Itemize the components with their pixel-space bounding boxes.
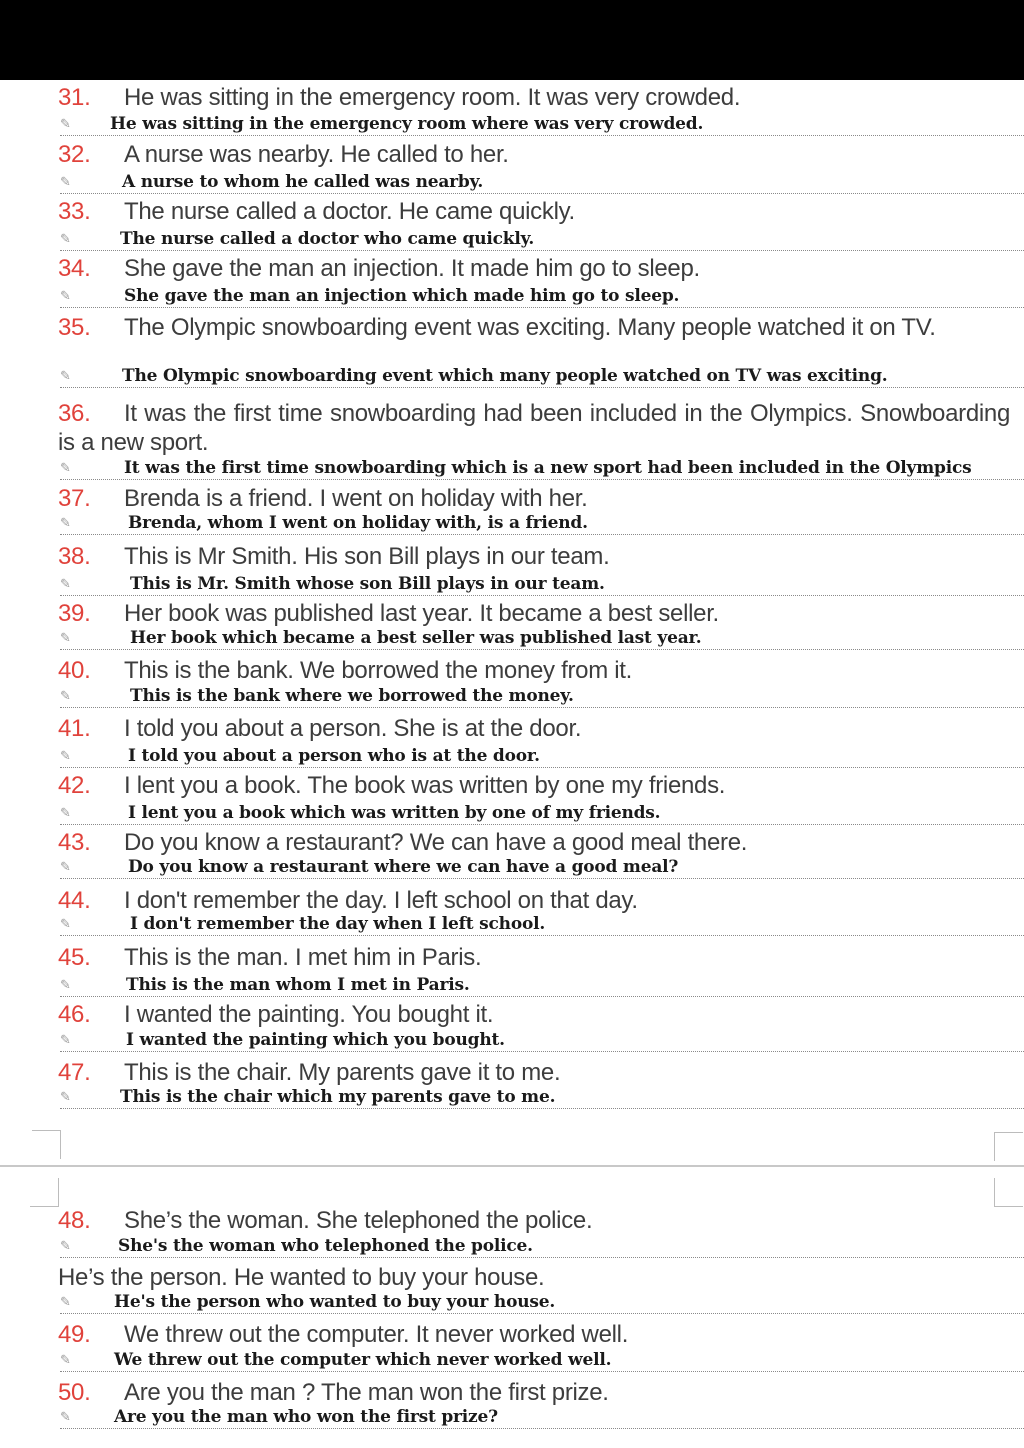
exercise-prompt [58,772,1010,800]
exercise-sentence: I wanted the painting. You bought it. [124,1001,494,1028]
exercise-sentence: The Olympic snowboarding event was exciting. Many people watched it on TV. [124,314,936,341]
crop-mark-top-right [994,1132,1023,1161]
exercise-number: 44. [58,887,91,914]
exercise-prompt [58,543,1010,571]
pen-icon: ✎ [60,289,71,304]
exercise-number: 42. [58,772,91,799]
page-divider [0,1165,1024,1167]
answer-line [58,113,1024,137]
exercise-sentence: This is the chair. My parents gave it to me. [124,1059,561,1086]
answer-line [58,913,1024,937]
exercise-sentence: I told you about a person. She is at the door. [124,715,582,742]
exercise-prompt [58,141,1010,169]
answer-line [58,228,1024,252]
exercise-prompt [58,657,1010,685]
exercise-sentence: It was the first time snowboarding had been included in the Olympics. Snowboarding is a new sport. [58,400,1010,456]
exercise-sentence: This is Mr Smith. His son Bill plays in our team. [124,543,610,570]
exercise-number: 36. [58,400,91,427]
answer-line [58,1029,1024,1053]
exercise-number: 38. [58,543,91,570]
exercise-sentence: A nurse was nearby. He called to her. [124,141,509,168]
exercise-number: 43. [58,829,91,856]
crop-mark-bottom-left [30,1178,59,1207]
exercise-number: 41. [58,715,91,742]
answer-line [58,457,1024,481]
exercise-prompt [58,84,1010,112]
written-answer: Do you know a restaurant where we can have a good meal? [128,857,679,877]
exercise-number: 49. [58,1321,91,1348]
pen-icon: ✎ [60,978,71,993]
answer-line [58,512,1024,536]
exercise-sentence: She gave the man an injection. It made him go to sleep. [124,255,700,282]
exercise-sentence: This is the bank. We borrowed the money from it. [124,657,633,684]
written-answer: Are you the man who won the first prize? [114,1407,498,1427]
exercise-number: 46. [58,1001,91,1028]
written-answer: This is the bank where we borrowed the money. [130,686,574,706]
pen-icon: ✎ [60,577,71,592]
exercise-sentence: Brenda is a friend. I went on holiday with her. [124,485,588,512]
exercise-prompt [58,600,1010,628]
pen-icon: ✎ [60,1295,71,1310]
exercise-number: 35. [58,314,91,341]
answer-line [58,573,1024,597]
answer-line [58,856,1024,880]
exercise-sentence: This is the man. I met him in Paris. [124,944,482,971]
exercise-number: 33. [58,198,91,225]
exercise-number: 45. [58,944,91,971]
pen-icon: ✎ [60,689,71,704]
pen-icon: ✎ [60,1239,71,1254]
answer-line [58,171,1024,195]
exercise-sentence: Do you know a restaurant? We can have a good meal there. [124,829,748,856]
pen-icon: ✎ [60,516,71,531]
exercise-prompt [58,313,1010,342]
answer-line [58,1235,1024,1259]
exercise-number: 31. [58,84,91,111]
exercise-prompt [58,1059,1010,1087]
pen-icon: ✎ [60,1353,71,1368]
exercise-number: 39. [58,600,91,627]
written-answer: I wanted the painting which you bought. [126,1030,505,1050]
pen-icon: ✎ [60,806,71,821]
pen-icon: ✎ [60,1410,71,1425]
exercise-prompt [58,1001,1010,1029]
page-break [0,1118,1024,1208]
answer-line [58,627,1024,651]
written-answer: The nurse called a doctor who came quickly. [120,229,535,249]
exercise-sentence: I lent you a book. The book was written by one my friends. [124,772,726,799]
written-answer: He's the person who wanted to buy your house. [114,1292,556,1312]
exercise-number: 47. [58,1059,91,1086]
crop-mark-top-left [32,1130,61,1159]
answer-line [58,1291,1024,1315]
written-answer: A nurse to whom he called was nearby. [122,172,484,192]
exercise-sentence: He was sitting in the emergency room. It was very crowded. [124,84,741,111]
pen-icon: ✎ [60,917,71,932]
written-answer: It was the first time snowboarding which is a new sport had been included in the Olympics [124,458,972,478]
answer-line [58,1406,1024,1430]
exercise-prompt [58,1264,1010,1292]
pen-icon: ✎ [60,631,71,646]
pen-icon: ✎ [60,117,71,132]
written-answer: We threw out the computer which never worked well. [114,1350,612,1370]
answer-line [58,285,1024,309]
written-answer: Her book which became a best seller was published last year. [130,628,702,648]
answer-line [58,685,1024,709]
pen-icon: ✎ [60,369,71,384]
answer-line [58,802,1024,826]
top-black-bar [0,0,1024,80]
exercise-sentence: She’s the woman. She telephoned the police. [124,1207,593,1234]
exercise-sentence: I don't remember the day. I left school on that day. [124,887,638,914]
crop-mark-bottom-right [994,1178,1023,1207]
written-answer: Brenda, whom I went on holiday with, is a friend. [128,513,588,533]
exercise-sentence: The nurse called a doctor. He came quickly. [124,198,575,225]
exercise-prompt [58,485,1010,513]
written-answer: This is the man whom I met in Paris. [126,975,470,995]
exercise-sentence: He’s the person. He wanted to buy your house. [58,1264,545,1291]
pen-icon: ✎ [60,175,71,190]
exercise-number: 34. [58,255,91,282]
exercise-prompt [58,255,1010,283]
written-answer: I lent you a book which was written by one of my friends. [128,803,661,823]
exercise-number: 50. [58,1379,91,1406]
answer-line [58,1086,1024,1110]
pen-icon: ✎ [60,749,71,764]
written-answer: This is Mr. Smith whose son Bill plays in our team. [130,574,605,594]
exercise-prompt [58,715,1010,743]
answer-line [58,974,1024,998]
written-answer: She gave the man an injection which made him go to sleep. [124,286,680,306]
exercise-prompt [58,1207,1010,1235]
exercise-number: 32. [58,141,91,168]
pen-icon: ✎ [60,860,71,875]
exercise-number: 48. [58,1207,91,1234]
pen-icon: ✎ [60,1033,71,1048]
exercise-sentence: Her book was published last year. It became a best seller. [124,600,719,627]
exercise-sentence: Are you the man ? The man won the first prize. [124,1379,609,1406]
exercise-number: 40. [58,657,91,684]
exercise-number: 37. [58,485,91,512]
pen-icon: ✎ [60,232,71,247]
written-answer: She's the woman who telephoned the police. [118,1236,533,1256]
written-answer: I don't remember the day when I left school. [130,914,546,934]
pen-icon: ✎ [60,1090,71,1105]
written-answer: I told you about a person who is at the door. [128,746,540,766]
exercise-prompt [58,887,1010,915]
exercise-prompt [58,198,1010,226]
exercise-prompt [58,399,1010,457]
exercise-prompt [58,944,1010,972]
written-answer: This is the chair which my parents gave to me. [120,1087,556,1107]
pen-icon: ✎ [60,461,71,476]
answer-line [58,365,1024,389]
exercise-prompt [58,1379,1010,1407]
answer-line [58,1349,1024,1373]
exercise-prompt [58,829,1010,857]
exercise-sentence: We threw out the computer. It never worked well. [124,1321,629,1348]
exercise-prompt [58,1321,1010,1349]
answer-line [58,745,1024,769]
written-answer: He was sitting in the emergency room where was very crowded. [110,114,704,134]
written-answer: The Olympic snowboarding event which many people watched on TV was exciting. [122,366,888,386]
